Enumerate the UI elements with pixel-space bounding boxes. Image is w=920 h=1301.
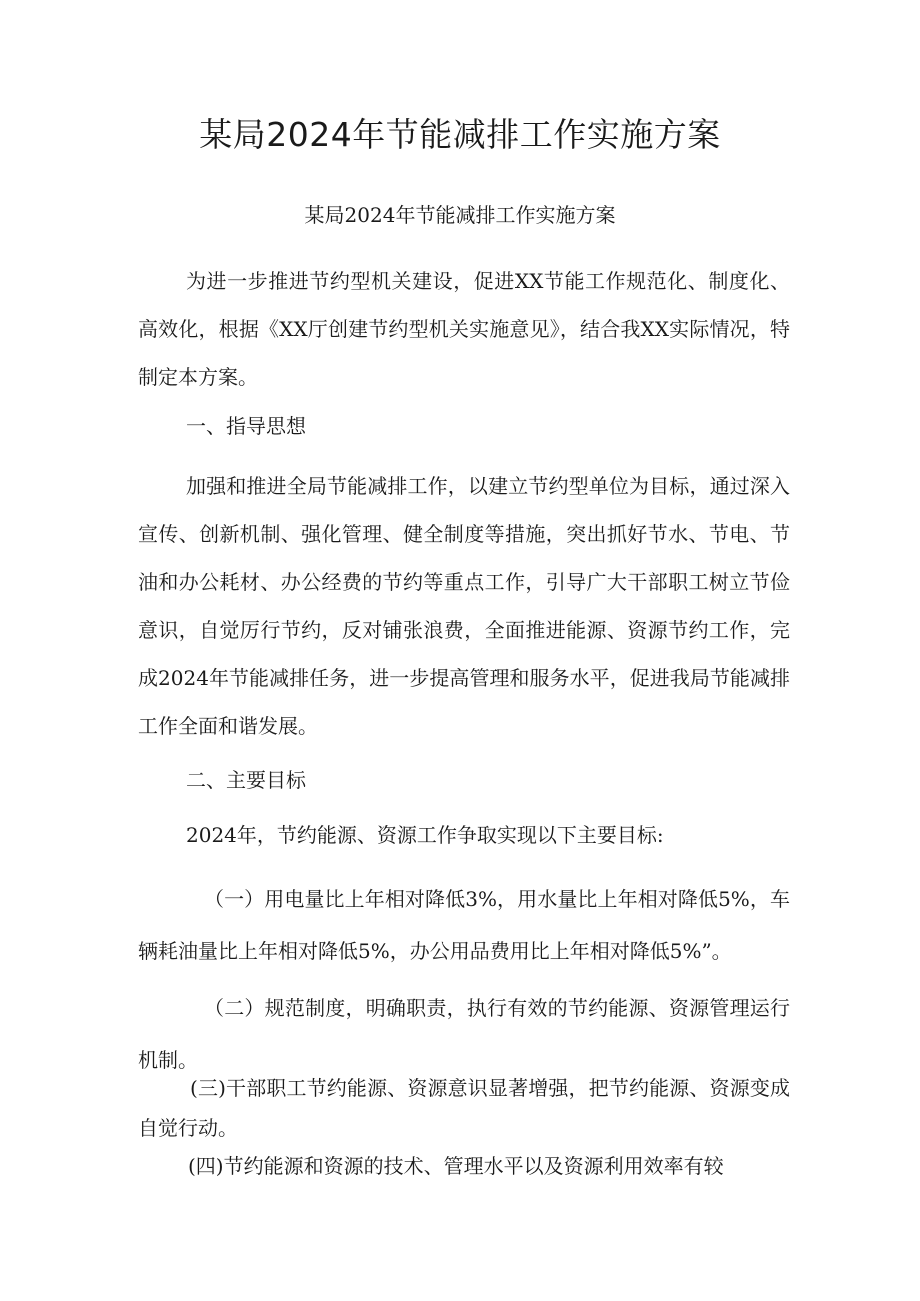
goal-item-4: (四)节约能源和资源的技术、管理水平以及资源利用效率有较 bbox=[188, 1154, 724, 1178]
intro-paragraph: 为进一步推进节约型机关建设，促进XX节能工作规范化、制度化、高效化，根据《XX厅创建节约型机关实施意见》，结合我XX实际情况，特制定本方案。 bbox=[138, 269, 790, 389]
goal-item-3: (三)干部职工节约能源、资源意识显著增强，把节约能源、资源变成自觉行动。 bbox=[138, 1076, 790, 1140]
guiding-ideology-paragraph: 加强和推进全局节能减排工作，以建立节约型单位为目标，通过深入宣传、创新机制、强化管理、健全制度等措施，突出抓好节水、节电、节油和办公耗材、办公经费的节约等重点工作，引导广大干部职工树立节俭意识，自觉厉行节约，反对铺张浪费，全面推进能源、资源节约工作，完成2024年节能减排任务，进一步提高管理和服务水平，促进我局节能减排工作全面和谐发展。 bbox=[138, 474, 790, 738]
goal-item-1: （一）用电量比上年相对降低3%，用水量比上年相对降低5%，车辆耗油量比上年相对降低5%，办公用品费用比上年相对降低5%”。 bbox=[138, 887, 790, 963]
document-title: 某局2024年节能减排工作实施方案 bbox=[199, 115, 721, 154]
goal-item-2: （二）规范制度，明确职责，执行有效的节约能源、资源管理运行机制。 bbox=[138, 996, 790, 1072]
main-goals-intro: 2024年，节约能源、资源工作争取实现以下主要目标: bbox=[186, 823, 664, 847]
section-heading-guiding-ideology: 一、指导思想 bbox=[186, 414, 306, 438]
section-heading-main-goals: 二、主要目标 bbox=[186, 768, 306, 792]
document-subtitle: 某局2024年节能减排工作实施方案 bbox=[304, 203, 616, 227]
